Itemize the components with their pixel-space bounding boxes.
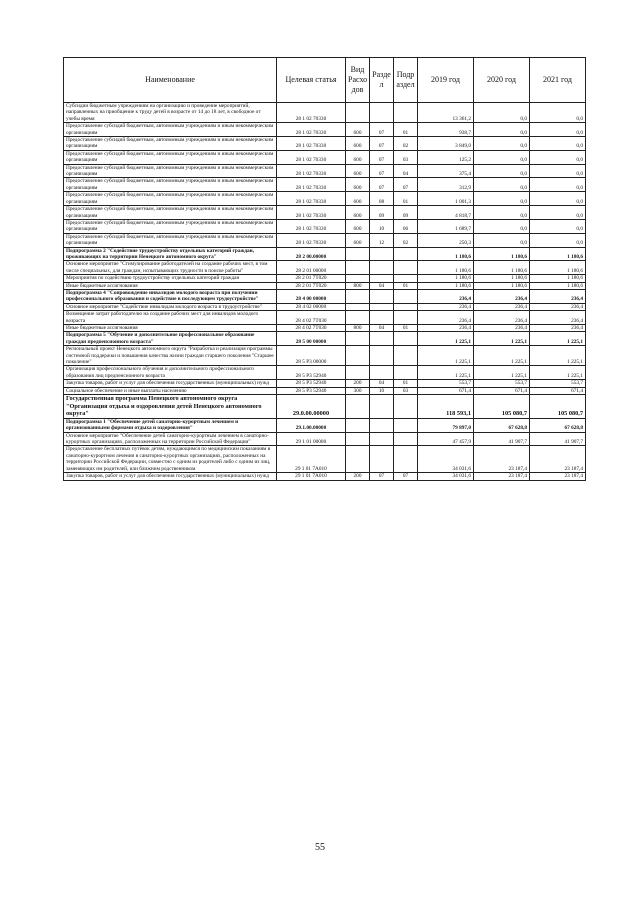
row-2021-amount-cell: 553,7 <box>530 380 586 387</box>
row-2021-amount-cell: 236,4 <box>530 311 586 325</box>
table-header-row <box>64 58 586 103</box>
row-name-cell: Закупка товаров, работ и услуг для обеспечения государственных (муниципальных) нужд <box>64 380 277 387</box>
header-year-2020: 2020 год <box>474 58 530 103</box>
table-row <box>64 387 586 394</box>
budget-table-sheet <box>63 57 585 481</box>
table-row <box>64 123 586 137</box>
row-expense-type-cell: 600 <box>346 164 370 178</box>
row-2021-amount-cell: 0,0 <box>530 164 586 178</box>
row-2021-amount-cell: 1 225,1 <box>530 332 586 346</box>
table-row <box>64 206 586 220</box>
table-row <box>64 395 586 419</box>
row-expense-type-cell: 600 <box>346 150 370 164</box>
row-name-cell: Основное мероприятие "Стимулирование работодателей на создание рабочих мест, в том числе специальных, для граждан, испытывающих трудности в поиске работы" <box>64 261 277 275</box>
row-2019-amount-cell: 1 180,6 <box>418 282 474 289</box>
header-section: Разде л <box>370 58 394 103</box>
row-expense-type-cell: 600 <box>346 219 370 233</box>
row-name-cell: Иные бюджетные ассигнования <box>64 325 277 332</box>
row-subsection-cell <box>394 261 418 275</box>
table-row <box>64 380 586 387</box>
table-row <box>64 247 586 261</box>
row-target-article-cell: 28 1 02 70330 <box>277 150 346 164</box>
row-2021-amount-cell: 236,4 <box>530 289 586 303</box>
row-2021-amount-cell: 0,0 <box>530 137 586 151</box>
row-2020-amount-cell: 23 187,4 <box>474 473 530 480</box>
row-subsection-cell: 09 <box>394 206 418 220</box>
row-name-cell: Предоставление бесплатных путёвок детям, нуждающимся по медицинским показаниям в санаторно-курортном лечении в санаторно-курортных организациях, расположенных на территории Российской Федерации, совместно с одним из родителей либо с одним из лиц, заменяющих им родителей, или ближним родственником <box>64 446 277 473</box>
header-subsection: Подр аздел <box>394 58 418 103</box>
row-2020-amount-cell: 553,7 <box>474 380 530 387</box>
row-2021-amount-cell: 0,0 <box>530 233 586 247</box>
row-2021-amount-cell: 67 628,8 <box>530 418 586 432</box>
row-section-cell: 04 <box>370 282 394 289</box>
row-2020-amount-cell: 0,0 <box>474 164 530 178</box>
row-section-cell: 09 <box>370 206 394 220</box>
row-subsection-cell: 07 <box>394 473 418 480</box>
row-2019-amount-cell: 4 818,7 <box>418 206 474 220</box>
row-2021-amount-cell: 1 225,1 <box>530 366 586 380</box>
row-2021-amount-cell: 0,0 <box>530 206 586 220</box>
row-2021-amount-cell: 0,0 <box>530 219 586 233</box>
row-subsection-cell: 03 <box>394 150 418 164</box>
row-2020-amount-cell: 1 225,1 <box>474 332 530 346</box>
table-row <box>64 473 586 480</box>
row-2019-amount-cell: 553,7 <box>418 380 474 387</box>
row-subsection-cell: 03 <box>394 387 418 394</box>
row-target-article-cell: 28 1 02 70330 <box>277 137 346 151</box>
row-2019-amount-cell: 671,4 <box>418 387 474 394</box>
row-subsection-cell: 01 <box>394 123 418 137</box>
row-target-article-cell: 28 2 01 7Т020 <box>277 275 346 282</box>
row-2019-amount-cell: 47 457,9 <box>418 432 474 446</box>
row-2021-amount-cell: 671,4 <box>530 387 586 394</box>
table-row <box>64 261 586 275</box>
row-expense-type-cell <box>346 103 370 123</box>
row-2021-amount-cell: 1 180,6 <box>530 275 586 282</box>
table-row <box>64 366 586 380</box>
row-2020-amount-cell: 1 180,6 <box>474 275 530 282</box>
row-name-cell: Иные бюджетные ассигнования <box>64 282 277 289</box>
row-target-article-cell: 28 4 02 7Т030 <box>277 325 346 332</box>
header-year-2019: 2019 год <box>418 58 474 103</box>
row-2019-amount-cell: 125,2 <box>418 150 474 164</box>
row-section-cell: 07 <box>370 123 394 137</box>
row-2019-amount-cell: 236,4 <box>418 289 474 303</box>
row-expense-type-cell: 200 <box>346 473 370 480</box>
row-expense-type-cell: 600 <box>346 123 370 137</box>
row-section-cell <box>370 289 394 303</box>
row-2019-amount-cell: 312,9 <box>418 178 474 192</box>
header-name: Наименование <box>64 58 277 103</box>
row-section-cell: 07 <box>370 150 394 164</box>
table-row <box>64 325 586 332</box>
row-subsection-cell <box>394 289 418 303</box>
row-name-cell: Основное мероприятие "Обеспечение детей санаторно-курортным лечением в санаторно-курортных организациях, расположенных на территории Российской Федерации" <box>64 432 277 446</box>
row-target-article-cell: 28 2 01 00000 <box>277 261 346 275</box>
row-expense-type-cell: 800 <box>346 282 370 289</box>
row-2021-amount-cell: 1 225,1 <box>530 346 586 366</box>
row-target-article-cell: 28 1 02 70330 <box>277 178 346 192</box>
row-2020-amount-cell: 0,0 <box>474 178 530 192</box>
row-subsection-cell: 01 <box>394 325 418 332</box>
row-subsection-cell <box>394 395 418 419</box>
row-2020-amount-cell: 236,4 <box>474 325 530 332</box>
row-target-article-cell: 28 2 00.00000 <box>277 247 346 261</box>
row-2019-amount-cell: 118 593,1 <box>418 395 474 419</box>
row-name-cell: Подпрограмма 2 "Содействие трудоустройству отдельных категорий граждан, проживающих на территории Ненецкого автономного округа" <box>64 247 277 261</box>
table-row <box>64 311 586 325</box>
row-subsection-cell: 02 <box>394 137 418 151</box>
row-expense-type-cell <box>346 275 370 282</box>
table-row <box>64 233 586 247</box>
row-expense-type-cell: 600 <box>346 192 370 206</box>
table-row <box>64 332 586 346</box>
row-2019-amount-cell: 1 001,3 <box>418 192 474 206</box>
row-subsection-cell: 01 <box>394 192 418 206</box>
row-subsection-cell: 01 <box>394 282 418 289</box>
row-2021-amount-cell: 0,0 <box>530 123 586 137</box>
row-subsection-cell <box>394 332 418 346</box>
budget-table <box>63 57 586 481</box>
row-2019-amount-cell: 1 180,6 <box>418 247 474 261</box>
row-subsection-cell <box>394 446 418 473</box>
row-name-cell: Организация профессионального обучения и дополнительного профессионального образования лиц предпенсионного возраста <box>64 366 277 380</box>
row-2019-amount-cell: 236,4 <box>418 303 474 310</box>
row-section-cell <box>370 261 394 275</box>
row-2020-amount-cell: 0,0 <box>474 206 530 220</box>
row-section-cell <box>370 395 394 419</box>
row-expense-type-cell: 300 <box>346 387 370 394</box>
row-2019-amount-cell: 34 031,6 <box>418 473 474 480</box>
row-2020-amount-cell: 1 180,6 <box>474 247 530 261</box>
row-name-cell: Подпрограмма 4 "Сопровождение инвалидов молодого возраста при получении профессионального образования и содействие в последующем трудоустройстве" <box>64 289 277 303</box>
row-name-cell: Предоставление субсидий бюджетным, автономным учреждениям и иным некоммерческим организациям <box>64 150 277 164</box>
row-2019-amount-cell: 1 225,1 <box>418 366 474 380</box>
row-target-article-cell: 29 1 01 7А010 <box>277 473 346 480</box>
row-name-cell: Предоставление субсидий бюджетным, автономным учреждениям и иным некоммерческим организациям <box>64 219 277 233</box>
row-section-cell <box>370 332 394 346</box>
row-2020-amount-cell: 1 180,6 <box>474 282 530 289</box>
row-2019-amount-cell: 938,7 <box>418 123 474 137</box>
row-subsection-cell <box>394 346 418 366</box>
row-target-article-cell: 28 1 02 70330 <box>277 192 346 206</box>
row-2021-amount-cell: 105 080,7 <box>530 395 586 419</box>
row-2020-amount-cell: 0,0 <box>474 123 530 137</box>
row-expense-type-cell <box>346 247 370 261</box>
row-section-cell: 08 <box>370 192 394 206</box>
table-row <box>64 178 586 192</box>
row-expense-type-cell: 200 <box>346 380 370 387</box>
row-2019-amount-cell: 1 225,1 <box>418 346 474 366</box>
row-section-cell <box>370 366 394 380</box>
row-subsection-cell <box>394 418 418 432</box>
row-name-cell: Мероприятия по содействию трудоустройству отдельных категорий граждан <box>64 275 277 282</box>
row-name-cell: Предоставление субсидий бюджетным, автономным учреждениям и иным некоммерческим организациям <box>64 192 277 206</box>
row-subsection-cell: 01 <box>394 380 418 387</box>
row-2020-amount-cell: 0,0 <box>474 192 530 206</box>
row-2021-amount-cell: 1 180,6 <box>530 247 586 261</box>
row-target-article-cell: 28 1 02 70330 <box>277 219 346 233</box>
row-2019-amount-cell: 1 689,7 <box>418 219 474 233</box>
row-2019-amount-cell: 250,3 <box>418 233 474 247</box>
header-year-2021: 2021 год <box>530 58 586 103</box>
table-row <box>64 219 586 233</box>
table-row <box>64 164 586 178</box>
header-expense-type: Вид Расхо дов <box>346 58 370 103</box>
header-target-article: Целевая статья <box>277 58 346 103</box>
row-2021-amount-cell: 1 180,6 <box>530 282 586 289</box>
row-expense-type-cell <box>346 432 370 446</box>
row-subsection-cell: 07 <box>394 178 418 192</box>
row-expense-type-cell: 600 <box>346 233 370 247</box>
row-expense-type-cell <box>346 346 370 366</box>
row-target-article-cell: 28 2 01 7Т020 <box>277 282 346 289</box>
row-name-cell: Предоставление субсидий бюджетным, автономным учреждениям и иным некоммерческим организациям <box>64 164 277 178</box>
row-2021-amount-cell: 0,0 <box>530 192 586 206</box>
row-2020-amount-cell: 23 187,4 <box>474 446 530 473</box>
table-row <box>64 192 586 206</box>
row-2019-amount-cell: 1 180,6 <box>418 275 474 282</box>
row-expense-type-cell <box>346 366 370 380</box>
row-2020-amount-cell: 1 180,6 <box>474 261 530 275</box>
row-name-cell: Предоставление субсидий бюджетным, автономным учреждениям и иным некоммерческим организациям <box>64 178 277 192</box>
table-row <box>64 303 586 310</box>
row-subsection-cell <box>394 247 418 261</box>
row-name-cell: Социальное обеспечение и иные выплаты населению <box>64 387 277 394</box>
row-section-cell: 07 <box>370 473 394 480</box>
row-expense-type-cell <box>346 289 370 303</box>
row-name-cell: Основное мероприятие "Содействие инвалидам молодого возраста в трудоустройстве" <box>64 303 277 310</box>
table-body <box>64 103 586 481</box>
table-row <box>64 346 586 366</box>
row-section-cell <box>370 432 394 446</box>
table-row <box>64 150 586 164</box>
row-target-article-cell: 28 1 02 70330 <box>277 103 346 123</box>
row-2021-amount-cell: 236,4 <box>530 325 586 332</box>
row-expense-type-cell <box>346 395 370 419</box>
row-2020-amount-cell: 105 080,7 <box>474 395 530 419</box>
row-section-cell <box>370 303 394 310</box>
row-target-article-cell: 28 1 02 70330 <box>277 164 346 178</box>
row-target-article-cell: 28 5 P3 00000 <box>277 346 346 366</box>
row-expense-type-cell <box>346 446 370 473</box>
row-subsection-cell: 02 <box>394 233 418 247</box>
row-target-article-cell: 28 1 02 70330 <box>277 123 346 137</box>
row-target-article-cell: 28 4 02 00000 <box>277 303 346 310</box>
row-subsection-cell <box>394 366 418 380</box>
row-2019-amount-cell: 236,4 <box>418 311 474 325</box>
row-target-article-cell: 28 4 02 7Т030 <box>277 311 346 325</box>
row-name-cell: Возмещение затрат работодателю на создание рабочих мест для инвалидов молодого возраста <box>64 311 277 325</box>
row-subsection-cell <box>394 432 418 446</box>
row-2019-amount-cell: 79 897,0 <box>418 418 474 432</box>
page-number: 55 <box>315 842 325 853</box>
table-row <box>64 275 586 282</box>
row-subsection-cell <box>394 311 418 325</box>
row-section-cell: 07 <box>370 178 394 192</box>
table-row <box>64 289 586 303</box>
row-expense-type-cell <box>346 261 370 275</box>
row-section-cell: 04 <box>370 380 394 387</box>
row-section-cell: 10 <box>370 387 394 394</box>
row-name-cell: Предоставление субсидий бюджетным, автономным учреждениям и иным некоммерческим организациям <box>64 206 277 220</box>
row-2020-amount-cell: 236,4 <box>474 303 530 310</box>
row-2021-amount-cell: 23 187,4 <box>530 473 586 480</box>
row-expense-type-cell: 800 <box>346 325 370 332</box>
row-expense-type-cell: 600 <box>346 178 370 192</box>
row-subsection-cell: 06 <box>394 219 418 233</box>
row-2019-amount-cell: 1 180,6 <box>418 261 474 275</box>
row-2020-amount-cell: 0,0 <box>474 150 530 164</box>
table-row <box>64 103 586 123</box>
row-2020-amount-cell: 0,0 <box>474 137 530 151</box>
row-section-cell <box>370 346 394 366</box>
row-section-cell <box>370 275 394 282</box>
row-2020-amount-cell: 236,4 <box>474 289 530 303</box>
row-name-cell: Закупка товаров, работ и услуг для обеспечения государственных (муниципальных) нужд <box>64 473 277 480</box>
row-2020-amount-cell: 1 225,1 <box>474 346 530 366</box>
row-name-cell: Предоставление субсидий бюджетным, автономным учреждениям и иным некоммерческим организациям <box>64 137 277 151</box>
row-expense-type-cell <box>346 418 370 432</box>
row-section-cell <box>370 418 394 432</box>
row-2021-amount-cell: 236,4 <box>530 303 586 310</box>
row-2021-amount-cell: 0,0 <box>530 178 586 192</box>
row-subsection-cell <box>394 103 418 123</box>
row-expense-type-cell <box>346 311 370 325</box>
row-2019-amount-cell: 34 031,6 <box>418 446 474 473</box>
row-subsection-cell <box>394 275 418 282</box>
row-2020-amount-cell: 0,0 <box>474 103 530 123</box>
row-2020-amount-cell: 67 628,8 <box>474 418 530 432</box>
row-name-cell: Региональный проект Ненецкого автономного округа "Разработка и реализация программы системной поддержки и повышения качества жизни граждан старшего поколения "Старшее поколение" <box>64 346 277 366</box>
row-2019-amount-cell: 375,4 <box>418 164 474 178</box>
row-section-cell: 12 <box>370 233 394 247</box>
row-subsection-cell <box>394 303 418 310</box>
table-row <box>64 282 586 289</box>
row-2019-amount-cell: 3 849,0 <box>418 137 474 151</box>
row-name-cell: Государственная программа Ненецкого автономного округа "Организация отдыха и оздоровления детей Ненецкого автономного округа" <box>64 395 277 419</box>
row-name-cell: Предоставление субсидий бюджетным, автономным учреждениям и иным некоммерческим организациям <box>64 233 277 247</box>
row-2021-amount-cell: 23 187,4 <box>530 446 586 473</box>
row-2019-amount-cell: 13 361,2 <box>418 103 474 123</box>
row-target-article-cell: 28 5 P3 52940 <box>277 380 346 387</box>
row-expense-type-cell <box>346 303 370 310</box>
row-section-cell: 10 <box>370 219 394 233</box>
table-row <box>64 432 586 446</box>
row-2020-amount-cell: 0,0 <box>474 219 530 233</box>
row-section-cell <box>370 446 394 473</box>
row-expense-type-cell: 600 <box>346 206 370 220</box>
row-target-article-cell: 28 5 P3 52940 <box>277 387 346 394</box>
row-name-cell: Подпрограмма 1 "Обеспечение детей санаторно-курортным лечением и организованными формами отдыха и оздоровления" <box>64 418 277 432</box>
row-section-cell: 04 <box>370 325 394 332</box>
row-2020-amount-cell: 0,0 <box>474 233 530 247</box>
row-expense-type-cell: 600 <box>346 137 370 151</box>
row-2020-amount-cell: 41 907,7 <box>474 432 530 446</box>
row-target-article-cell: 29 1 01 7А010 <box>277 446 346 473</box>
row-2021-amount-cell: 1 180,6 <box>530 261 586 275</box>
row-2020-amount-cell: 236,4 <box>474 311 530 325</box>
row-section-cell: 07 <box>370 137 394 151</box>
row-expense-type-cell <box>346 332 370 346</box>
row-section-cell <box>370 103 394 123</box>
table-row <box>64 446 586 473</box>
row-target-article-cell: 28 4 00 00000 <box>277 289 346 303</box>
table-row <box>64 137 586 151</box>
row-name-cell: Субсидии бюджетным учреждениям на организацию и проведение мероприятий, направленных на приобщение к труду детей в возрасте от 14 до 18 лет, в свободное от учебы время <box>64 103 277 123</box>
row-2021-amount-cell: 0,0 <box>530 103 586 123</box>
table-row <box>64 418 586 432</box>
row-2020-amount-cell: 1 225,1 <box>474 366 530 380</box>
row-name-cell: Предоставление субсидий бюджетным, автономным учреждениям и иным некоммерческим организациям <box>64 123 277 137</box>
row-section-cell <box>370 247 394 261</box>
row-section-cell <box>370 311 394 325</box>
row-2019-amount-cell: 1 225,1 <box>418 332 474 346</box>
row-subsection-cell: 04 <box>394 164 418 178</box>
row-name-cell: Подпрограмма 5 "Обучение и дополнительное профессиональное образование граждан предпенсионного возраста" <box>64 332 277 346</box>
row-section-cell: 07 <box>370 164 394 178</box>
row-target-article-cell: 28 1 02 70330 <box>277 206 346 220</box>
row-2021-amount-cell: 41 907,7 <box>530 432 586 446</box>
row-target-article-cell: 29.0.00.00000 <box>277 395 346 419</box>
row-2020-amount-cell: 671,4 <box>474 387 530 394</box>
row-target-article-cell: 29.1.00.00000 <box>277 418 346 432</box>
row-target-article-cell: 28 5 00 00000 <box>277 332 346 346</box>
row-2019-amount-cell: 236,4 <box>418 325 474 332</box>
row-target-article-cell: 28 1 02 70330 <box>277 233 346 247</box>
row-2021-amount-cell: 0,0 <box>530 150 586 164</box>
row-target-article-cell: 29 1 01 00000 <box>277 432 346 446</box>
row-target-article-cell: 28 5 P3 52940 <box>277 366 346 380</box>
